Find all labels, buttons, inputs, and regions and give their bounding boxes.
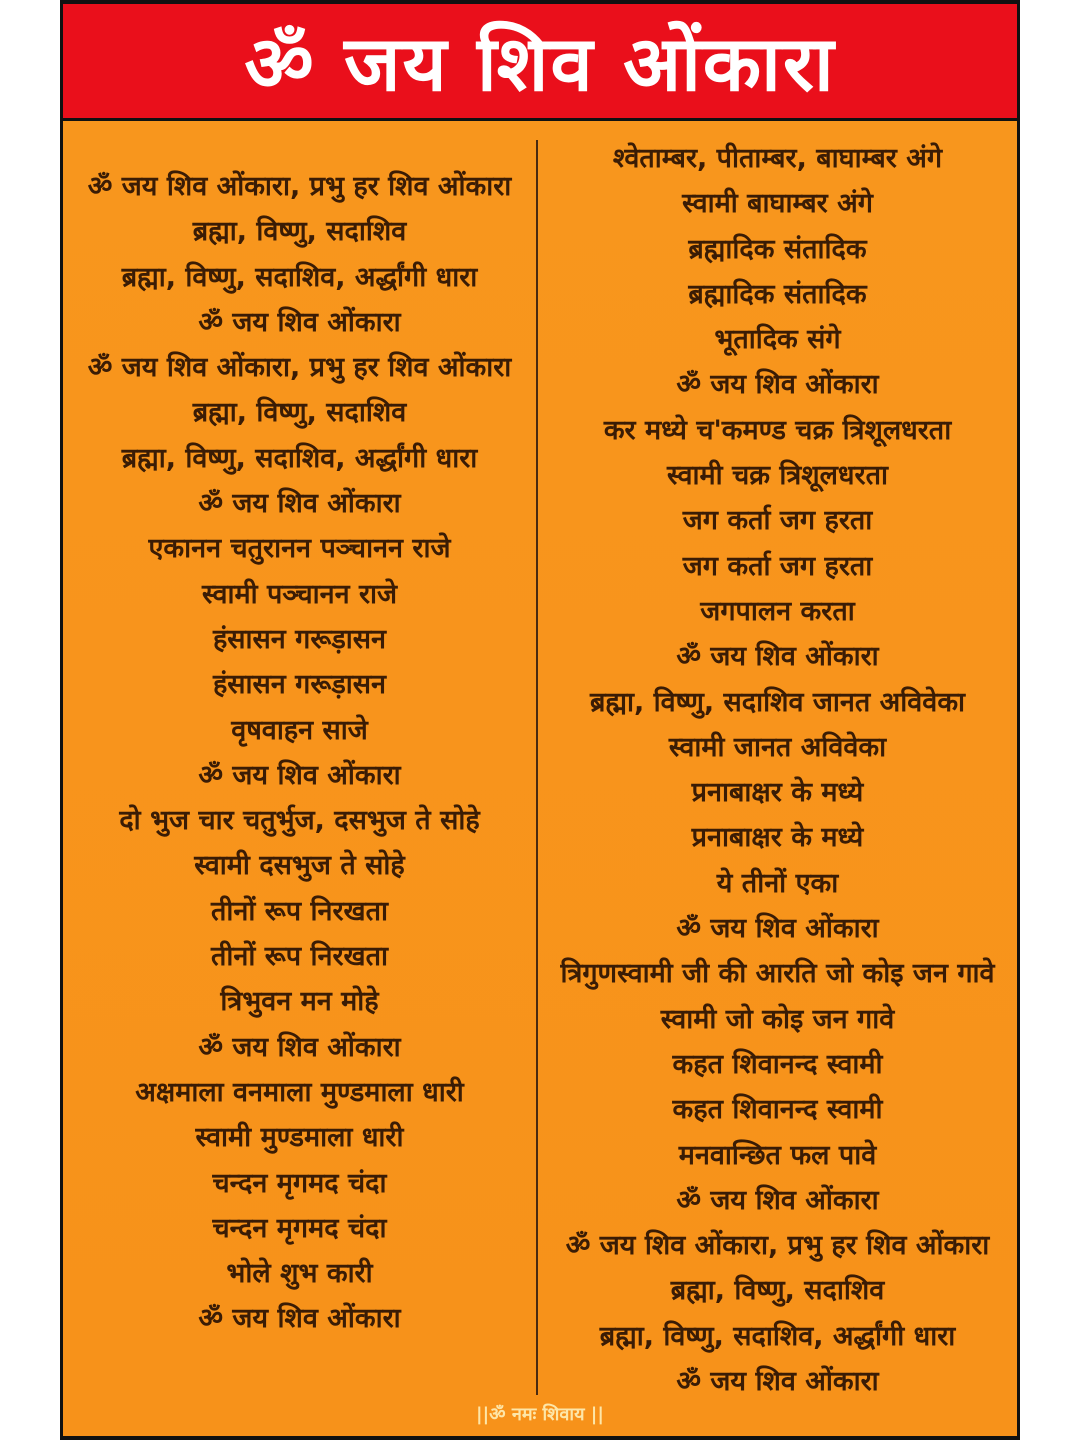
lyric-line: ॐ जय शिव ओंकारा: [198, 1031, 401, 1063]
lyric-line: ॐ जय शिव ओंकारा, प्रभु हर शिव ओंकारा: [87, 171, 512, 202]
lyric-line: ब्रह्मा, विष्णु, सदाशिव: [192, 216, 407, 248]
lyric-line: ॐ जय शिव ओंकारा, प्रभु हर शिव ओंकारा: [565, 1230, 990, 1262]
lyric-line: ब्रह्मा, विष्णु, सदाशिव, अर्द्धांगी धारा: [121, 261, 478, 293]
lyric-line: ॐ जय शिव ओंकारा: [676, 641, 879, 673]
page-title: ॐ जय शिव ओंकारा: [244, 18, 836, 108]
lyric-line: ब्रह्मादिक संतादिक: [688, 233, 867, 265]
lyric-line: तीनों रूप निरखता: [211, 895, 388, 927]
lyric-line: जगपालन करता: [700, 595, 855, 627]
lyric-line: ब्रह्मादिक संतादिक: [688, 278, 867, 310]
lyric-line: ब्रह्मा, विष्णु, सदाशिव: [670, 1275, 885, 1307]
lyric-line: स्वामी जानत अविवेका: [668, 731, 887, 763]
footer-text: ||ॐ नमः शिवाय ||: [476, 1404, 604, 1425]
lyric-line: स्वामी जो कोइ जन गावे: [660, 1003, 895, 1035]
lyric-line: एकानन चतुरानन पञ्चानन राजे: [148, 533, 451, 565]
lyric-line: प्रनाबाक्षर के मध्ये: [691, 822, 864, 854]
lyric-line: ये तीनों एका: [716, 867, 839, 899]
lyric-line: स्वामी पञ्चानन राजे: [201, 578, 398, 610]
lyric-line: ब्रह्मा, विष्णु, सदाशिव, अर्द्धांगी धारा: [121, 442, 478, 474]
lyric-line: स्वामी चक्र त्रिशूलधरता: [667, 460, 888, 492]
lyric-line: स्वामी दसभुज ते सोहे: [194, 850, 405, 882]
lyric-line: मनवान्छित फल पावे: [678, 1139, 877, 1171]
lyric-line: कहत शिवानन्द स्वामी: [672, 1048, 883, 1080]
lyric-line: ब्रह्मा, विष्णु, सदाशिव, अर्द्धांगी धारा: [599, 1320, 956, 1352]
lyric-line: ॐ जय शिव ओंकारा: [198, 488, 401, 520]
left-column: [63, 164, 536, 1342]
lyric-line: भोले शुभ कारी: [226, 1258, 373, 1290]
lyric-line: त्रिभुवन मन मोहे: [220, 986, 379, 1018]
lyric-line: ब्रह्मा, विष्णु, सदाशिव जानत अविवेका: [589, 686, 966, 718]
lyric-line: चन्दन मृगमद चंदा: [212, 1167, 387, 1199]
lyric-line: त्रिगुणस्वामी जी की आरति जो कोइ जन गावे: [560, 958, 995, 990]
lyric-line: जग कर्ता जग हरता: [682, 550, 873, 582]
lyric-line: ॐ जय शिव ओंकारा: [198, 306, 401, 338]
lyric-line: ॐ जय शिव ओंकारा, प्रभु हर शिव ओंकारा: [87, 352, 512, 384]
lyric-line: चन्दन मृगमद चंदा: [212, 1212, 387, 1244]
lyric-line: ब्रह्मा, विष्णु, सदाशिव: [192, 397, 407, 429]
lyric-line: स्वामी बाघाम्बर अंगे: [682, 188, 873, 220]
lyric-line: ॐ जय शिव ओंकारा: [198, 759, 401, 791]
lyric-line: वृषवाहन साजे: [231, 714, 368, 746]
lyric-line: प्रनाबाक्षर के मध्ये: [691, 777, 864, 809]
lyric-line: स्वामी मुण्डमाला धारी: [195, 1122, 404, 1154]
lyric-line: ॐ जय शिव ओंकारा: [676, 1366, 879, 1398]
lyric-line: भूतादिक संगे: [714, 324, 841, 356]
title-banner: [63, 4, 1017, 118]
lyric-line: हंसासन गरूड़ासन: [212, 623, 387, 655]
lyric-line: तीनों रूप निरखता: [211, 941, 388, 973]
lyric-line: अक्षमाला वनमाला मुण्डमाला धारी: [135, 1076, 464, 1108]
lyric-line: ॐ जय शिव ओंकारा: [198, 1303, 401, 1335]
lyric-line: कर मध्ये च'कमण्ड चक्र त्रिशूलधरता: [603, 414, 952, 446]
lyric-line: हंसासन गरूड़ासन: [212, 669, 387, 701]
lyric-line: जग कर्ता जग हरता: [682, 505, 873, 537]
right-column: [538, 136, 1017, 1404]
lyric-line: ॐ जय शिव ओंकारा: [676, 1184, 879, 1216]
lyric-line: दो भुज चार चतुर्भुज, दसभुज ते सोहे: [119, 805, 480, 837]
lyric-line: ॐ जय शिव ओंकारा: [676, 369, 879, 401]
lyric-line: ॐ जय शिव ओंकारा: [676, 913, 879, 945]
lyric-line: कहत शिवानन्द स्वामी: [672, 1094, 883, 1126]
lyric-line: श्वेताम्बर, पीताम्बर, बाघाम्बर अंगे: [612, 143, 943, 174]
